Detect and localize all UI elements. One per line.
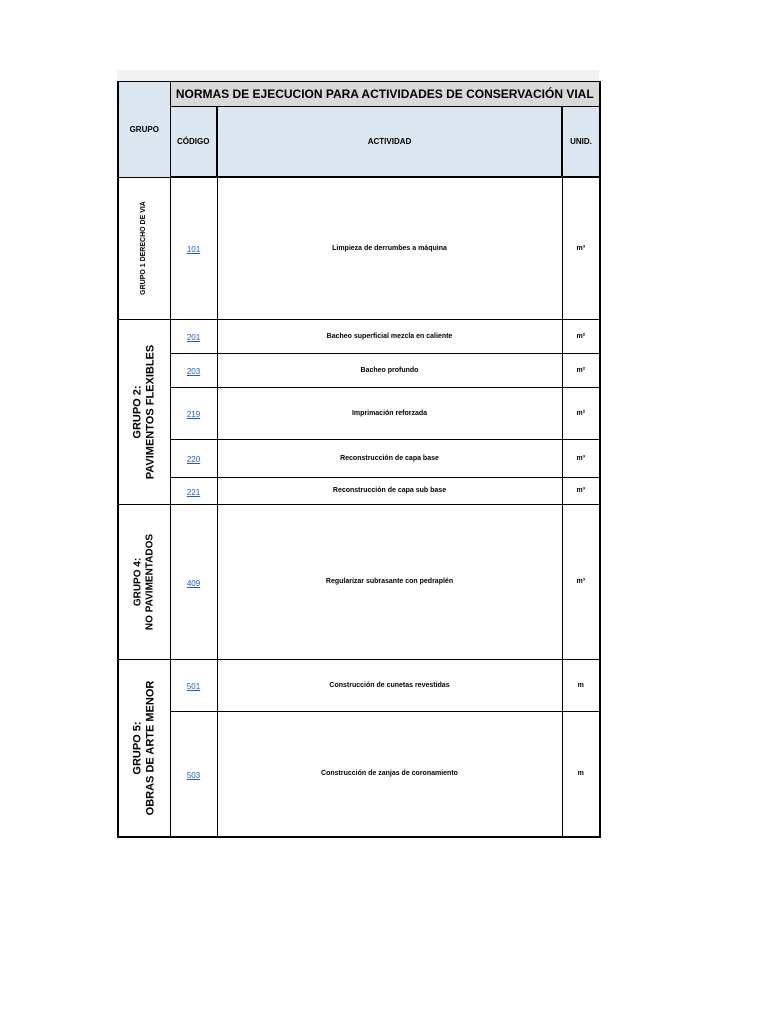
activity-cell: Bacheo superficial mezcla en caliente	[217, 319, 562, 353]
header-unit: UNID.	[562, 107, 600, 178]
group-4-cell	[118, 504, 170, 659]
group-5-sublabel: OBRAS DE ARTE MENOR	[144, 680, 157, 816]
activity-cell: Imprimación reforzada	[217, 387, 562, 439]
norms-table	[117, 81, 601, 838]
code-cell	[170, 387, 217, 439]
group-2-cell	[118, 319, 170, 504]
code-link-503[interactable]: 503	[186, 770, 201, 780]
activity-cell: Reconstrucción de capa base	[217, 439, 562, 477]
code-link-220[interactable]: 220	[186, 455, 201, 464]
code-cell	[170, 504, 217, 659]
group-5-cell	[118, 659, 170, 837]
unit-cell: m	[562, 711, 600, 837]
unit-cell: m³	[562, 177, 600, 319]
activity-cell: Reconstrucción de capa sub base	[217, 477, 562, 504]
group-1-cell	[118, 177, 170, 319]
code-link-201[interactable]: 201	[186, 333, 201, 342]
code-cell	[170, 353, 217, 387]
code-link-101[interactable]: 101	[186, 245, 201, 255]
code-cell	[170, 319, 217, 353]
code-link-203[interactable]: 203	[186, 367, 201, 376]
activity-cell: Limpieza de derrumbes a máquina	[217, 177, 562, 319]
code-link-409[interactable]: 409	[186, 578, 201, 588]
activity-cell: Construcción de zanjas de coronamiento	[217, 711, 562, 837]
unit-cell: m³	[562, 439, 600, 477]
group-4-sublabel: NO PAVIMENTADOS	[144, 533, 156, 630]
code-cell	[170, 177, 217, 319]
group-2-sublabel: PAVIMENTOS FLEXIBLES	[144, 344, 157, 479]
header-activity: ACTIVIDAD	[217, 107, 562, 178]
group-4-label: GRUPO 4:	[132, 557, 144, 606]
group-5-label: GRUPO 5:	[131, 721, 144, 775]
code-link-501[interactable]: 501	[186, 682, 201, 691]
code-link-219[interactable]: 219	[186, 410, 201, 419]
table-title: NORMAS DE EJECUCION PARA ACTIVIDADES DE CONSERVACIÓN VIAL	[170, 82, 600, 107]
code-cell	[170, 477, 217, 504]
header-code: CÓDIGO	[170, 107, 217, 178]
activity-cell: Construcción de cunetas revestidas	[217, 659, 562, 711]
group-1-label: GRUPO 1 DERECHO DE VIA	[140, 201, 148, 295]
code-link-221[interactable]: 221	[186, 487, 201, 497]
unit-cell: m³	[562, 477, 600, 504]
unit-cell: m³	[562, 504, 600, 659]
unit-cell: m²	[562, 319, 600, 353]
code-cell	[170, 711, 217, 837]
header-group: GRUPO	[118, 82, 170, 178]
activity-cell: Bacheo profundo	[217, 353, 562, 387]
unit-cell: m	[562, 659, 600, 711]
unit-cell: m²	[562, 387, 600, 439]
unit-cell: m²	[562, 353, 600, 387]
activity-cell: Regularizar subrasante con pedraplén	[217, 504, 562, 659]
group-2-label: GRUPO 2:	[131, 384, 144, 439]
code-cell	[170, 659, 217, 711]
code-cell	[170, 439, 217, 477]
